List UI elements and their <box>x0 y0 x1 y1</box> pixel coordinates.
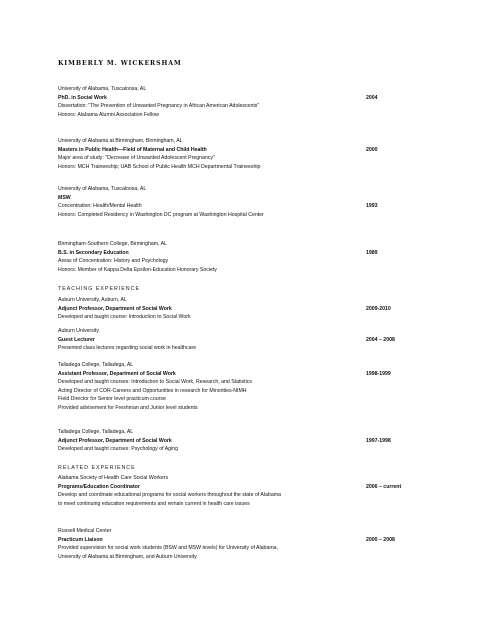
related-entry <box>58 527 438 561</box>
education-entry <box>58 185 438 219</box>
teaching-entry <box>58 296 438 322</box>
entry-date: 2000 – 2008 <box>366 536 395 543</box>
institution: Talladega College, Talladega, AL <box>58 429 134 435</box>
education-entry <box>58 240 438 274</box>
teaching-entry <box>58 428 438 454</box>
education-entry <box>58 85 438 119</box>
related-entry <box>58 474 438 508</box>
entry-date: 2004 – 2008 <box>366 336 395 343</box>
detail: Acting Director of COR-Careers and Opportunities in research for Minorities-NIMH <box>58 387 247 394</box>
detail: Dissertation: "The Prevention of Unwanted Pregnancy in African American Adolescents" <box>58 103 260 110</box>
detail: Concentration: Health/Mental Health 1993 <box>58 203 378 210</box>
teaching-entry <box>58 361 438 413</box>
degree: B.S. in Secondary Education 1989 <box>58 249 378 256</box>
entry-date: 1989 <box>366 249 378 256</box>
job-title: Adjunct Professor, Department of Social Work 2009-2010 <box>58 305 391 312</box>
detail: Honors: MCH Traineeship; UAB School of Public Health MCH Departmental Traineeship <box>58 163 261 170</box>
detail: University of Alabama at Birmingham, and Auburn University <box>58 553 197 560</box>
detail: Developed and taught courses: Introduction to Social Work, Research, and Statistics <box>58 379 252 386</box>
entry-date: 1993 <box>366 203 378 210</box>
entry-date: 2000 <box>366 146 378 153</box>
entry-date: 2009-2010 <box>366 305 391 312</box>
institution: Talladega College, Talladega, AL <box>58 362 134 368</box>
institution: Russell Medical Center <box>58 528 112 534</box>
entry-date: 2006 – current <box>366 483 402 490</box>
detail: Provided supervision for social work students (BSW and MSW levels) for University of Alabama, <box>58 545 278 552</box>
degree: MSW <box>58 194 71 201</box>
detail: Provided advisement for Freshman and Junior level students <box>58 404 198 411</box>
detail: Field Director for Senior level practicum course <box>58 396 166 403</box>
detail: Honors: Member of Kappa Delta Epsilon-Education Honorary Society <box>58 266 217 273</box>
institution: Auburn University <box>58 328 99 334</box>
institution: University of Alabama at Birmingham, Birmingham, AL <box>58 138 183 144</box>
resume-name: KIMBERLY M. WICKERSHAM <box>58 60 182 67</box>
section-heading-teaching: TEACHING EXPERIENCE <box>58 286 140 292</box>
institution: University of Alabama, Tuscaloosa, AL <box>58 86 147 92</box>
institution: Auburn University, Auburn, AL <box>58 297 127 303</box>
degree: PhD. in Social Work 2004 <box>58 94 378 101</box>
institution: University of Alabama, Tuscaloosa, AL <box>58 186 147 192</box>
detail: Major area of study: "Decrease of Unwanted Adolescent Pregnancy" <box>58 155 215 162</box>
detail: Develop and coordinate educational programs for social workers throughout the state of Alabama <box>58 492 281 499</box>
detail: Honors: Alabama Alumni Association Fellow <box>58 111 159 118</box>
job-title: Guest Lecturer 2004 – 2008 <box>58 336 395 343</box>
job-title: Practicum Liaison 2000 – 2008 <box>58 536 395 543</box>
detail: Developed and taught course: Introduction to Social Work <box>58 314 191 321</box>
institution: Alabama Society of Health Care Social Workers <box>58 475 169 481</box>
institution: Birmingham-Southern College, Birmingham, AL <box>58 241 167 247</box>
detail: Honors: Completed Residency in Washington DC program at Washington Hospital Center <box>58 211 264 218</box>
entry-date: 1998-1999 <box>366 370 391 377</box>
detail: Areas of Concentration: History and Psychology <box>58 258 169 265</box>
detail: Presented class lectures regarding social work in healthcare <box>58 345 197 352</box>
education-entry <box>58 137 438 171</box>
entry-date: 1997-1998 <box>366 437 391 444</box>
job-title: Assistant Professor, Department of Social Work 1998-1999 <box>58 370 391 377</box>
detail: Developed and taught courses: Psychology of Aging <box>58 446 178 453</box>
job-title: Adjunct Professor, Department of Social Work 1997-1998 <box>58 437 391 444</box>
detail: to meet continuing education requirements and remain current in health care issues <box>58 500 250 507</box>
degree: Masters in Public Health—Field of Maternal and Child Health 2000 <box>58 146 378 153</box>
section-heading-related: RELATED EXPERIENCE <box>58 465 136 471</box>
teaching-entry <box>58 327 438 353</box>
entry-date: 2004 <box>366 94 378 101</box>
job-title: Programs/Education Coordinator 2006 – current <box>58 483 402 490</box>
